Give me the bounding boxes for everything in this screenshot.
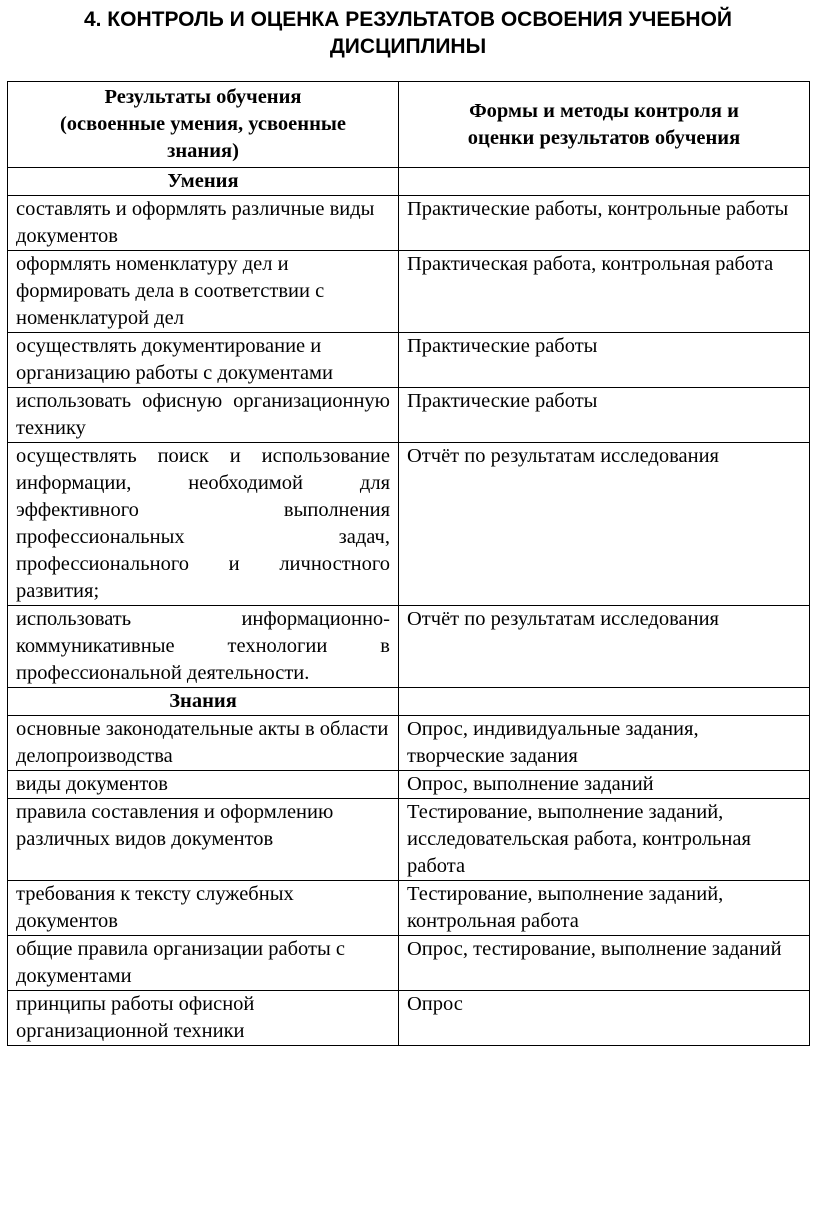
result-cell: осуществлять документирование и организацию работы с документами <box>8 333 399 388</box>
result-cell: оформлять номенклатуру дел и формировать дела в соответствии с номенклатурой дел <box>8 251 399 333</box>
section-row-skills <box>8 168 810 196</box>
result-cell: использовать информационно-коммуникативные технологии в профессиональной деятельности. <box>8 606 399 688</box>
title-line-1: 4. КОНТРОЛЬ И ОЦЕНКА РЕЗУЛЬТАТОВ ОСВОЕНИЯ УЧЕБНОЙ <box>83 8 733 31</box>
header-methods <box>399 82 810 168</box>
method-cell: Опрос <box>399 991 810 1046</box>
result-cell: использовать офисную организационную технику <box>8 388 399 443</box>
table-row <box>8 333 810 388</box>
table-row <box>8 936 810 991</box>
header-results-line-2: (освоенные умения, усвоенные <box>59 113 347 135</box>
result-cell: осуществлять поиск и использование информации, необходимой для эффективного выполнения профессиональных задач, профессионального и личностного развития; <box>8 443 399 606</box>
header-results-line-3: знания) <box>167 140 239 162</box>
result-cell: правила составления и оформлению различных видов документов <box>8 799 399 881</box>
method-cell: Отчёт по результатам исследования <box>399 606 810 688</box>
table-row <box>8 771 810 799</box>
header-results-line-1: Результаты обучения <box>104 86 302 108</box>
table-row <box>8 716 810 771</box>
section-row-knowledge <box>8 688 810 716</box>
document-title <box>0 6 816 60</box>
header-methods-line-2: оценки результатов обучения <box>467 126 741 149</box>
section-empty-cell <box>399 688 810 716</box>
section-label-knowledge: Знания <box>8 688 399 716</box>
method-cell: Опрос, индивидуальные задания, творческие задания <box>399 716 810 771</box>
result-cell: общие правила организации работы с документами <box>8 936 399 991</box>
result-cell: принципы работы офисной организационной техники <box>8 991 399 1046</box>
header-results <box>8 82 399 168</box>
header-methods-line-1: Формы и методы контроля и <box>469 99 739 122</box>
result-cell: виды документов <box>8 771 399 799</box>
table-row <box>8 388 810 443</box>
method-cell: Тестирование, выполнение заданий, контрольная работа <box>399 881 810 936</box>
table-row <box>8 251 810 333</box>
table-row <box>8 606 810 688</box>
table-header-row <box>8 82 810 168</box>
title-line-2: ДИСЦИПЛИНЫ <box>329 35 487 58</box>
results-table <box>7 81 810 1046</box>
table-row <box>8 799 810 881</box>
section-empty-cell <box>399 168 810 196</box>
result-cell: требования к тексту служебных документов <box>8 881 399 936</box>
method-cell: Практические работы <box>399 333 810 388</box>
section-label-skills: Умения <box>8 168 399 196</box>
method-cell: Практические работы <box>399 388 810 443</box>
method-cell: Тестирование, выполнение заданий, исследовательская работа, контрольная работа <box>399 799 810 881</box>
method-cell: Отчёт по результатам исследования <box>399 443 810 606</box>
table-row <box>8 443 810 606</box>
table-row <box>8 196 810 251</box>
method-cell: Опрос, тестирование, выполнение заданий <box>399 936 810 991</box>
method-cell: Практические работы, контрольные работы <box>399 196 810 251</box>
result-cell: основные законодательные акты в области делопроизводства <box>8 716 399 771</box>
method-cell: Практическая работа, контрольная работа <box>399 251 810 333</box>
table-row <box>8 881 810 936</box>
method-cell: Опрос, выполнение заданий <box>399 771 810 799</box>
table-row <box>8 991 810 1046</box>
result-cell: составлять и оформлять различные виды документов <box>8 196 399 251</box>
